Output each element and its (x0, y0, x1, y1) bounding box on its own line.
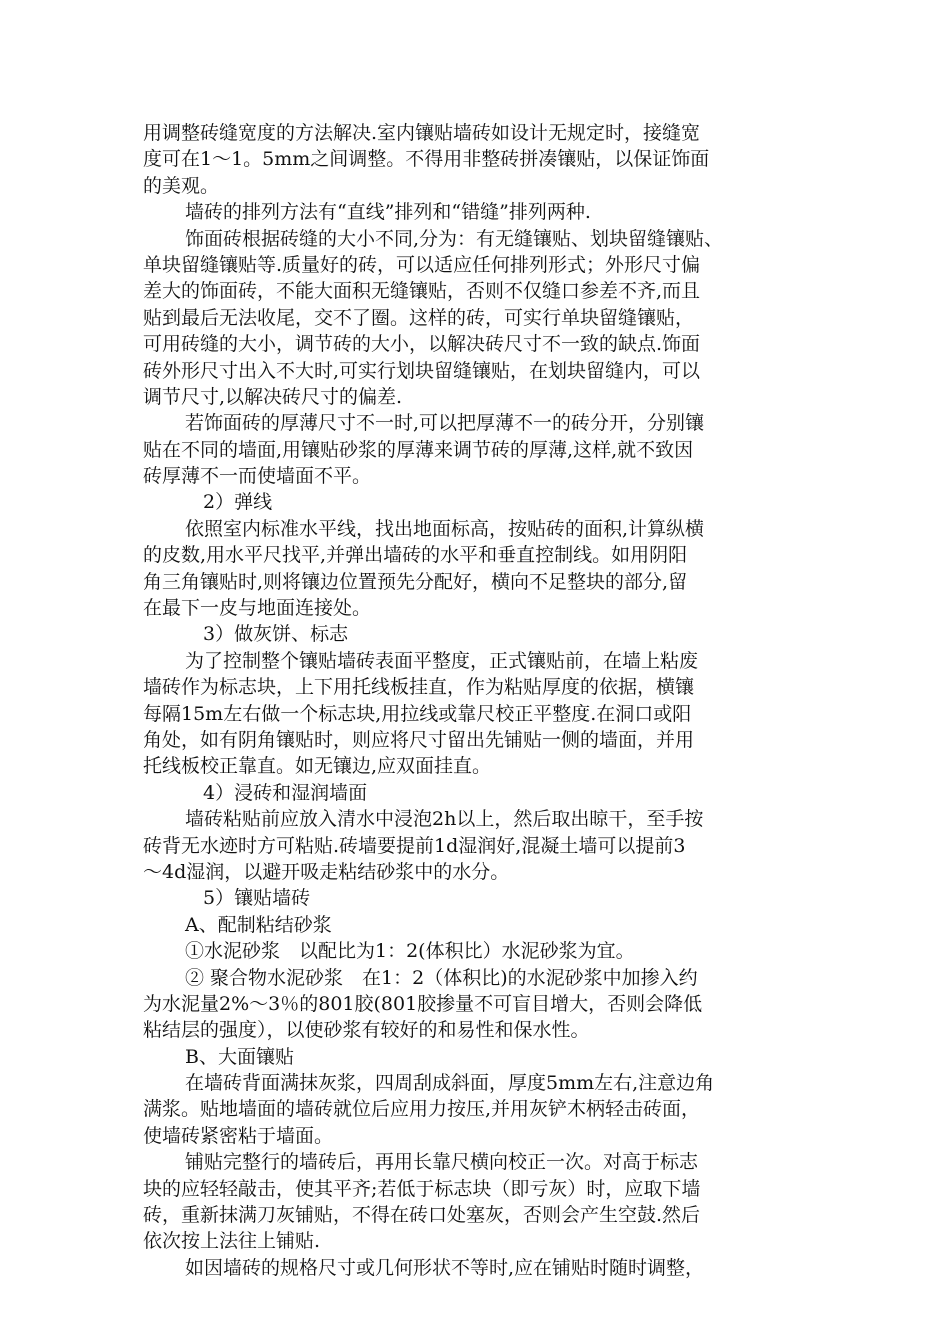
text-line: 贴在不同的墙面,用镶贴砂浆的厚薄来调节砖的厚薄,这样,就不致因 (143, 438, 694, 461)
text-line: 为水泥量2%～3％的801胶(801胶掺量不可盲目增大，否则会降低 (143, 992, 703, 1015)
paragraph-start: 依照室内标准水平线，找出地面标高，按贴砖的面积,计算纵横 (185, 517, 705, 540)
list-item: ② 聚合物水泥砂浆 在1：2（体积比)的水泥砂浆中加掺入约 (185, 966, 698, 989)
section-heading: 4）浸砖和湿润墙面 (203, 781, 368, 804)
text-line: 调节尺寸,以解决砖尺寸的偏差. (143, 385, 403, 408)
text-line: ～4d湿润，以避开吸走粘结砂浆中的水分。 (143, 860, 510, 883)
text-line: 砖外形尺寸出入不大时,可实行划块留缝镶贴，在划块留缝内，可以 (143, 359, 701, 382)
paragraph-start: 铺贴完整行的墙砖后，再用长靠尺横向校正一次。对高于标志 (185, 1151, 699, 1174)
paragraph-start: 若饰面砖的厚薄尺寸不一时,可以把厚薄不一的砖分开，分别镶 (185, 412, 705, 435)
text-line: 用调整砖缝宽度的方法解决.室内镶贴墙砖如设计无规定时，接缝宽 (143, 122, 701, 144)
text-line: 单块留缝镶贴等.质量好的砖，可以适应任何排列形式；外形尺寸偏 (143, 253, 701, 276)
text-line: 每隔15m左右做一个标志块,用拉线或靠尺校正平整度.在洞口或阳 (143, 702, 692, 725)
sub-heading: A、配制粘结砂浆 (185, 913, 332, 936)
paragraph-start: 墙砖的排列方法有“直线”排列和“错缝”排列两种. (185, 201, 591, 224)
paragraph-start: 为了控制整个镶贴墙砖表面平整度，正式镶贴前，在墙上粘废 (185, 649, 699, 672)
text-line: 可用砖缝的大小，调节砖的大小，以解决砖尺寸不一致的缺点.饰面 (143, 333, 701, 356)
text-line: 的皮数,用水平尺找平,并弹出墙砖的水平和垂直控制线。如用阴阳 (143, 544, 688, 567)
text-line: 角处，如有阴角镶贴时，则应将尺寸留出先铺贴一侧的墙面，并用 (143, 728, 695, 751)
text-line: 度可在1～1。5mm之间调整。不得用非整砖拼凑镶贴，以保证饰面 (143, 148, 710, 171)
text-line: 砖背无水迹时方可粘贴.砖墙要提前1d湿润好,混凝土墙可以提前3 (143, 834, 686, 857)
text-line: 角三角镶贴时,则将镶边位置预先分配好，横向不足整块的部分,留 (143, 570, 688, 593)
text-line: 差大的饰面砖，不能大面积无缝镶贴，否则不仅缝口参差不齐,而且 (143, 280, 701, 303)
text-line: 粘结层的强度），以使砂浆有较好的和易性和保水性。 (143, 1019, 590, 1042)
section-heading: 5）镶贴墙砖 (203, 887, 311, 910)
text-line: 墙砖作为标志块，上下用托线板挂直，作为粘贴厚度的依据，横镶 (143, 676, 695, 699)
text-line: 使墙砖紧密粘于墙面。 (143, 1124, 334, 1147)
text-line: 在最下一皮与地面连接处。 (143, 597, 372, 620)
list-item: ①水泥砂浆 以配比为1：2(体积比）水泥砂浆为宜。 (185, 940, 635, 963)
paragraph-start: 饰面砖根据砖缝的大小不同,分为：有无缝镶贴、划块留缝镶贴、 (185, 227, 724, 250)
text-line: 满浆。贴地墙面的墙砖就位后应用力按压,并用灰铲木柄轻击砖面， (143, 1098, 701, 1121)
text-line: 块的应轻轻敲击，使其平齐;若低于标志块（即亏灰）时，应取下墙 (143, 1177, 701, 1200)
sub-heading: B、大面镶贴 (185, 1045, 294, 1068)
paragraph-start: 墙砖粘贴前应放入清水中浸泡2h以上，然后取出晾干，至手按 (185, 808, 704, 831)
section-heading: 2）弹线 (203, 491, 273, 514)
text-line: 砖，重新抹满刀灰铺贴，不得在砖口处塞灰，否则会产生空鼓.然后 (143, 1204, 701, 1227)
section-heading: 3）做灰饼、标志 (203, 623, 349, 646)
text-line: 贴到最后无法收尾，交不了圈。这样的砖，可实行单块留缝镶贴， (143, 306, 695, 329)
text-line: 的美观。 (143, 174, 220, 197)
text-line: 依次按上法往上铺贴. (143, 1230, 321, 1253)
paragraph-start: 如因墙砖的规格尺寸或几何形状不等时,应在铺贴时随时调整， (185, 1256, 705, 1279)
body-text (143, 120, 823, 1281)
text-line: 砖厚薄不一而使墙面不平。 (143, 465, 372, 488)
paragraph-start: 在墙砖背面满抹灰浆，四周刮成斜面，厚度5mm左右,注意边角 (185, 1072, 715, 1095)
text-line: 托线板校正靠直。如无镶边,应双面挂直。 (143, 755, 492, 778)
